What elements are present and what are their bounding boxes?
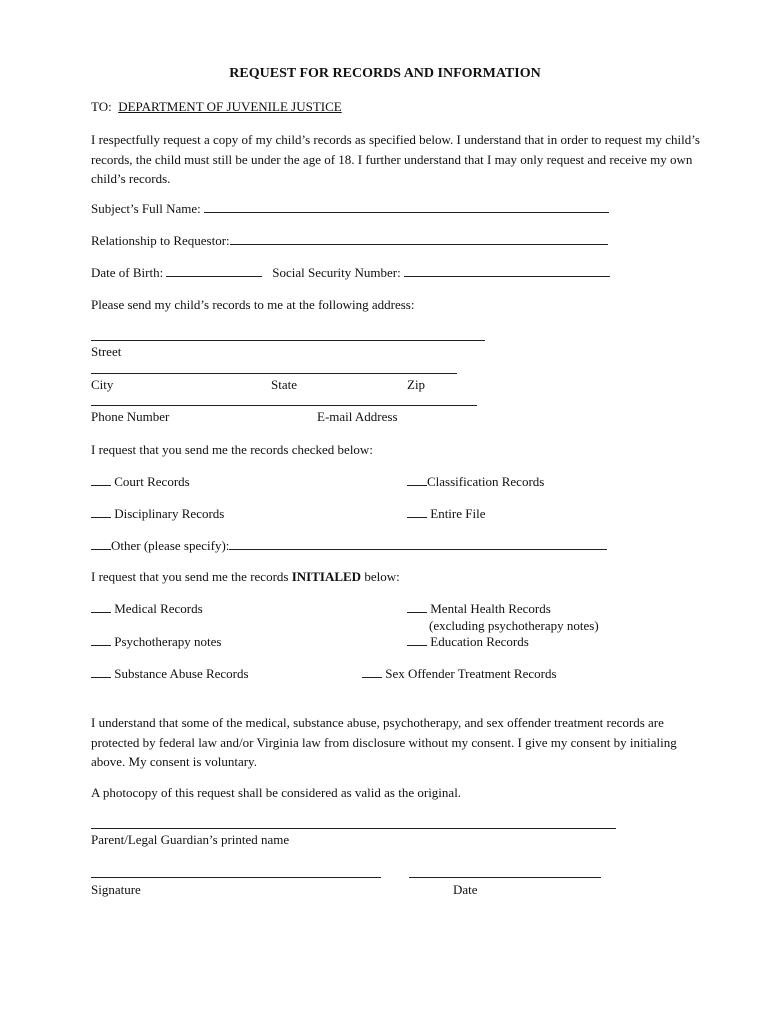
initialed-emphasis: INITIALED [291, 569, 362, 584]
phone-label: Phone Number [91, 409, 170, 424]
court-records-label: Court Records [114, 474, 190, 489]
relationship-label: Relationship to Requestor: [91, 233, 230, 248]
email-label: E-mail Address [317, 409, 398, 424]
subject-name-row [91, 201, 609, 217]
photocopy-statement: A photocopy of this request shall be considered as valid as the original. [91, 785, 462, 800]
ssn-field[interactable] [404, 265, 610, 277]
classification-records-item [407, 474, 544, 490]
other-records-item [91, 538, 607, 554]
address-prompt: Please send my child’s records to me at the following address: [91, 297, 415, 312]
initialed-prompt-end: below: [364, 569, 400, 584]
medical-records-label: Medical Records [114, 601, 203, 616]
disciplinary-records-checkbox[interactable] [91, 506, 111, 518]
education-records-item [407, 634, 529, 650]
sex-offender-records-item [362, 666, 557, 682]
other-records-field[interactable] [229, 538, 607, 550]
printed-name-field[interactable] [91, 828, 616, 829]
other-records-label: Other (please specify): [111, 538, 230, 553]
date-field[interactable] [409, 877, 601, 878]
mental-health-records-initial[interactable] [407, 601, 427, 613]
dob-field[interactable] [166, 265, 262, 277]
classification-records-checkbox[interactable] [407, 474, 427, 486]
education-records-label: Education Records [430, 634, 529, 649]
substance-abuse-records-initial[interactable] [91, 666, 111, 678]
recipient-line [91, 99, 342, 115]
entire-file-item [407, 506, 486, 522]
subject-name-field[interactable] [204, 201, 609, 213]
court-records-checkbox[interactable] [91, 474, 111, 486]
sex-offender-records-label: Sex Offender Treatment Records [385, 666, 557, 681]
dob-label: Date of Birth: [91, 265, 164, 280]
consent-paragraph: I understand that some of the medical, substance abuse, psychotherapy, and sex offender treatment records are protected by federal law and/or Virginia law from disclosure without my consent. I give my consent by initialing above. My consent is voluntary. [91, 715, 677, 769]
disciplinary-records-label: Disciplinary Records [114, 506, 225, 521]
sex-offender-records-initial[interactable] [362, 666, 382, 678]
zip-label: Zip [407, 377, 426, 392]
phone-email-field[interactable] [91, 405, 477, 406]
entire-file-label: Entire File [430, 506, 486, 521]
form-title: REQUEST FOR RECORDS AND INFORMATION [229, 66, 541, 81]
street-field[interactable] [91, 340, 485, 341]
date-label: Date [453, 882, 478, 897]
to-label: TO: [91, 99, 112, 114]
court-records-item [91, 474, 190, 490]
relationship-field[interactable] [230, 233, 608, 245]
signature-field[interactable] [91, 877, 381, 878]
recipient-department: DEPARTMENT OF JUVENILE JUSTICE [118, 99, 342, 114]
substance-abuse-records-item [91, 666, 249, 682]
ssn-label: Social Security Number: [272, 265, 401, 280]
mental-health-records-item [407, 601, 551, 617]
intro-paragraph: I respectfully request a copy of my child’s records as specified below. I understand that in order to request my child’s records, the child must still be under the age of 18. I further understand that I may only request and receive my own child’s records. [91, 132, 700, 186]
state-label: State [271, 377, 297, 392]
initialed-prompt-start: I request that you send me the records [91, 569, 289, 584]
printed-name-label: Parent/Legal Guardian’s printed name [91, 832, 290, 847]
psychotherapy-notes-label: Psychotherapy notes [114, 634, 222, 649]
subject-name-label: Subject’s Full Name: [91, 201, 201, 216]
city-state-zip-field[interactable] [91, 373, 457, 374]
entire-file-checkbox[interactable] [407, 506, 427, 518]
street-label: Street [91, 344, 122, 359]
relationship-row [91, 233, 608, 249]
dob-ssn-row [91, 265, 610, 281]
classification-records-label: Classification Records [427, 474, 545, 489]
signature-label: Signature [91, 882, 141, 897]
city-label: City [91, 377, 114, 392]
mental-health-note: (excluding psychotherapy notes) [429, 618, 599, 633]
medical-records-initial[interactable] [91, 601, 111, 613]
substance-abuse-records-label: Substance Abuse Records [114, 666, 249, 681]
checked-records-prompt: I request that you send me the records checked below: [91, 442, 373, 457]
psychotherapy-notes-item [91, 634, 221, 650]
education-records-initial[interactable] [407, 634, 427, 646]
initialed-records-prompt [91, 569, 400, 585]
psychotherapy-notes-initial[interactable] [91, 634, 111, 646]
other-records-checkbox[interactable] [91, 538, 111, 550]
medical-records-item [91, 601, 203, 617]
mental-health-records-label: Mental Health Records [430, 601, 551, 616]
disciplinary-records-item [91, 506, 224, 522]
